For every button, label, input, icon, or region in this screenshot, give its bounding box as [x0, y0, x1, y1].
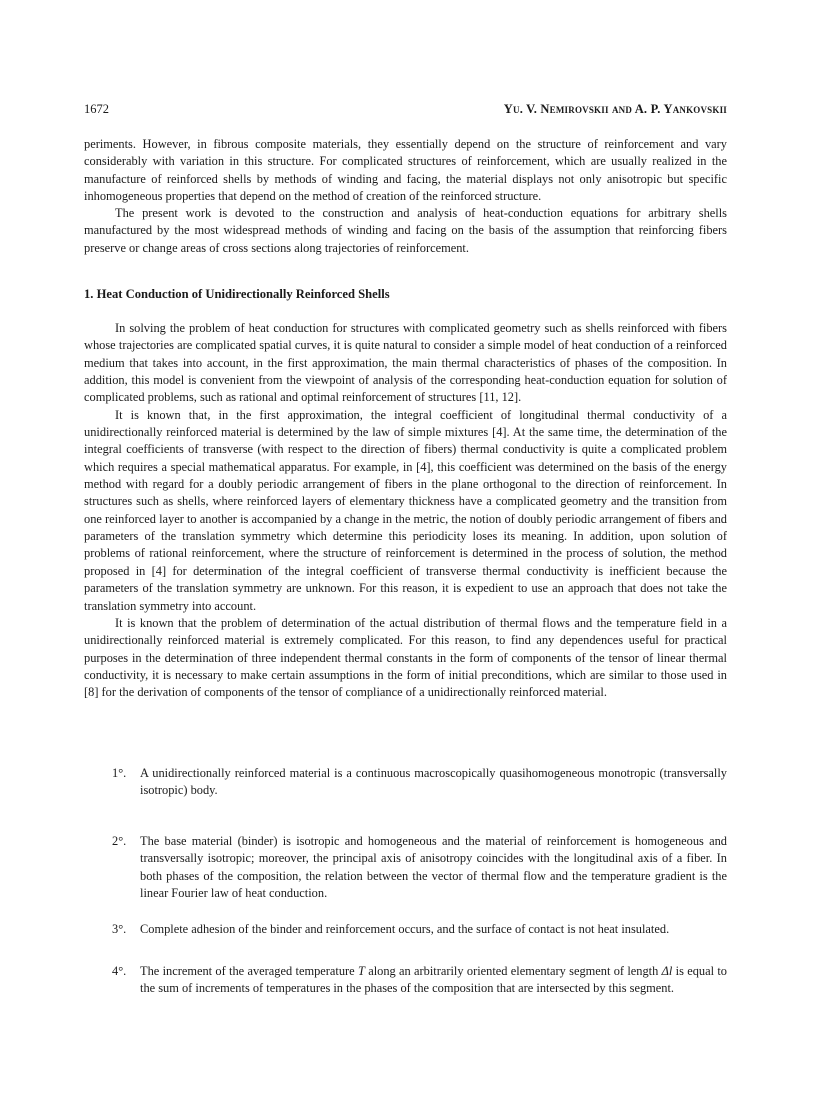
- condition-number: 3°.: [112, 922, 127, 936]
- page-number: 1672: [84, 102, 109, 116]
- condition-text-part: is equal to the sum of increments of temperatures in the phases of the composition that are intersected by this segment.: [140, 964, 727, 996]
- intro-text: [84, 136, 727, 257]
- condition-text-part: The increment of the averaged temperature: [140, 964, 358, 978]
- condition-text-part: along an arbitrarily oriented elementary segment of length: [364, 964, 662, 978]
- math-symbol-temperature: T: [357, 964, 365, 978]
- math-symbol-segment-length: Δl: [661, 964, 673, 978]
- section-heading: 1. Heat Conduction of Unidirectionally Reinforced Shells: [84, 287, 390, 301]
- condition-text: [140, 963, 727, 998]
- condition-number: 4°.: [112, 964, 127, 978]
- condition-number: 1°.: [112, 766, 127, 780]
- running-head-authors: Yu. V. Nemirovskii and A. P. Yankovskii: [503, 102, 727, 116]
- condition-text: A unidirectionally reinforced material is a continuous macroscopically quasihomogeneous monotropic (transversally isotropic) body.: [140, 766, 727, 798]
- condition-item: [112, 833, 727, 903]
- paragraph: In solving the problem of heat conduction for structures with complicated geometry such as shells reinforced with fibers whose trajectories are complicated spatial curves, it is quite natural to consider a simple model of heat conduction of a reinforced medium that takes into account, in the first approximation, the main thermal characteristics of phases of the composition. In addition, this model is convenient from the viewpoint of analysis of the corresponding heat-conduction equation for solution of complicated problems, such as rational and optimal reinforcement of structures [11, 12].: [84, 321, 727, 405]
- condition-item: [112, 963, 727, 998]
- paragraph: The present work is devoted to the construction and analysis of heat-conduction equations for arbitrary shells manufactured by the most widespread methods of winding and facing on the basis of the assumption that reinforcing fibers preserve or change areas of cross sections along trajectories of reinforcement.: [84, 206, 727, 255]
- condition-item: [112, 921, 727, 938]
- paragraph: It is known that the problem of determination of the actual distribution of thermal flows and the temperature field in a unidirectionally reinforced material is extremely complicated. For this reason, to find any dependences useful for practical purposes in the determination of three independent thermal constants in the form of components of the tensor of linear thermal conductivity, it is necessary to make certain assumptions in the form of initial preconditions, which are similar to those used in [8] for the derivation of components of the tensor of compliance of a unidirectionally reinforced material.: [84, 615, 727, 700]
- condition-item: [112, 765, 727, 800]
- condition-text: Complete adhesion of the binder and reinforcement occurs, and the surface of contact is not heat insulated.: [140, 922, 670, 936]
- condition-number: 2°.: [112, 834, 127, 848]
- section-text: [84, 320, 727, 702]
- condition-text: The base material (binder) is isotropic and homogeneous and the material of reinforcement is homogeneous and transversally isotropic; moreover, the principal axis of anisotropy coincides with the longitudinal axis of a fiber. In both phases of the composition, the relation between the vector of thermal flow and the temperature gradient is the linear Fourier law of heat conduction.: [140, 834, 727, 901]
- paragraph: periments. However, in fibrous composite materials, they essentially depend on the structure of reinforcement and vary considerably with variation in this structure. For complicated structures of reinforcement, which are usually realized in the manufacture of reinforced shells by methods of winding and facing, the material displays not only anisotropic but specific inhomogeneous properties that depend on the method of creation of the reinforced structure.: [84, 137, 727, 203]
- paragraph: It is known that, in the first approximation, the integral coefficient of longitudinal thermal conductivity of a unidirectionally reinforced material is determined by the law of simple mixtures [4]. At the same time, the determination of the integral coefficients of transverse (with respect to the direction of fibers) thermal conductivity is quite a complicated problem which requires a special mathematical apparatus. For example, in [4], this coefficient was determined on the basis of the energy method with regard for a doubly periodic arrangement of fibers in the plane orthogonal to the direction of reinforcement. In structures such as shells, where reinforced layers of elementary thickness have a complicated geometry and the transition from one reinforced layer to another is accompanied by a change in the metric, the notion of doubly periodic arrangement of fibers and parameters of the translation symmetry which determine this periodicity loses its meaning. In addition, upon solution of problems of rational reinforcement, where the structure of reinforcement is determined in the process of solution, the method proposed in [4] for determination of the integral coefficient of transverse thermal conductivity is inefficient because the parameters of the translation symmetry are unknown. For this reason, it is expedient to use an approach that does not take the translation symmetry into account.: [84, 407, 727, 613]
